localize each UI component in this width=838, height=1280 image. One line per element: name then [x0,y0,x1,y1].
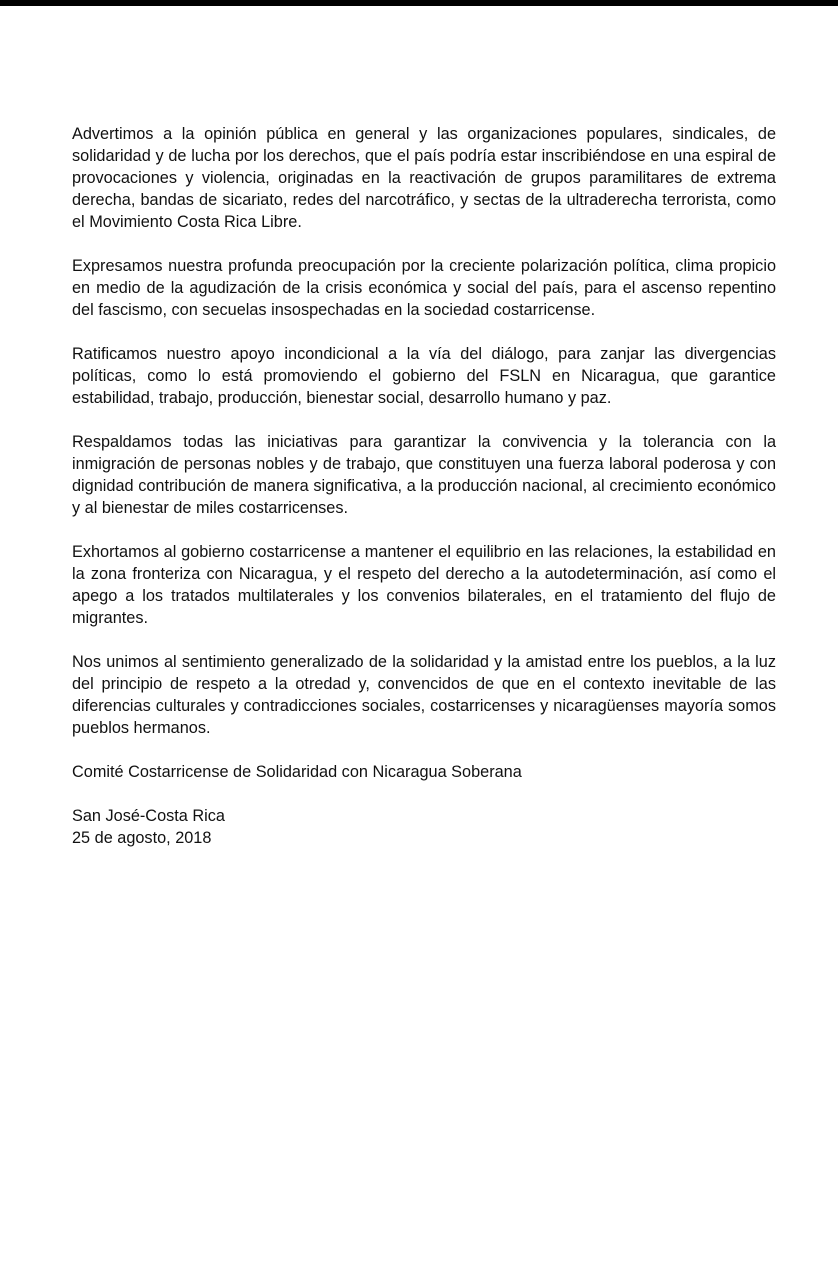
paragraph-expresamos: Expresamos nuestra profunda preocupación por la creciente polarización política, clima propicio en medio de la agudización de la crisis económica y social del país, para el ascenso repentino del fascismo, con secuelas insospechadas en la sociedad costarricense. [72,257,776,319]
paragraph-nos-unimos: Nos unimos al sentimiento generalizado de la solidaridad y la amistad entre los pueblos, a la luz del principio de respeto a la otredad y, convencidos de que en el contexto inevitable de las diferencias culturales y contradicciones sociales, costarricenses y nicaragüenses mayoría somos pueblos hermanos. [72,653,776,737]
top-black-bar [0,0,838,6]
place-line: San José-Costa Rica [72,807,225,825]
paragraph-advertimos: Advertimos a la opinión pública en general y las organizaciones populares, sindicales, de solidaridad y de lucha por los derechos, que el país podría estar inscribiéndose en una espiral de provocaciones y violencia, originadas en la reactivación de grupos paramilitares de extrema derecha, bandas de sicariato, redes del narcotráfico, y sectas de la ultraderecha terrorista, como el Movimiento Costa Rica Libre. [72,125,776,231]
document-body [72,123,776,849]
paragraph-respaldamos: Respaldamos todas las iniciativas para garantizar la convivencia y la tolerancia con la inmigración de personas nobles y de trabajo, que constituyen una fuerza laboral poderosa y con dignidad contribución de manera significativa, a la producción nacional, al crecimiento económico y al bienestar de miles costarricenses. [72,433,776,517]
paragraph-ratificamos: Ratificamos nuestro apoyo incondicional a la vía del diálogo, para zanjar las divergencias políticas, como lo está promoviendo el gobierno del FSLN en Nicaragua, que garantice estabilidad, trabajo, producción, bienestar social, desarrollo humano y paz. [72,345,776,407]
date-line: 25 de agosto, 2018 [72,829,212,847]
paragraph-exhortamos: Exhortamos al gobierno costarricense a mantener el equilibrio en las relaciones, la estabilidad en la zona fronteriza con Nicaragua, y el respeto del derecho a la autodeterminación, así como el apego a los tratados multilaterales y los convenios bilaterales, en el tratamiento del flujo de migrantes. [72,543,776,627]
signature-line: Comité Costarricense de Solidaridad con Nicaragua Soberana [72,763,522,781]
place-date-block [72,805,776,849]
